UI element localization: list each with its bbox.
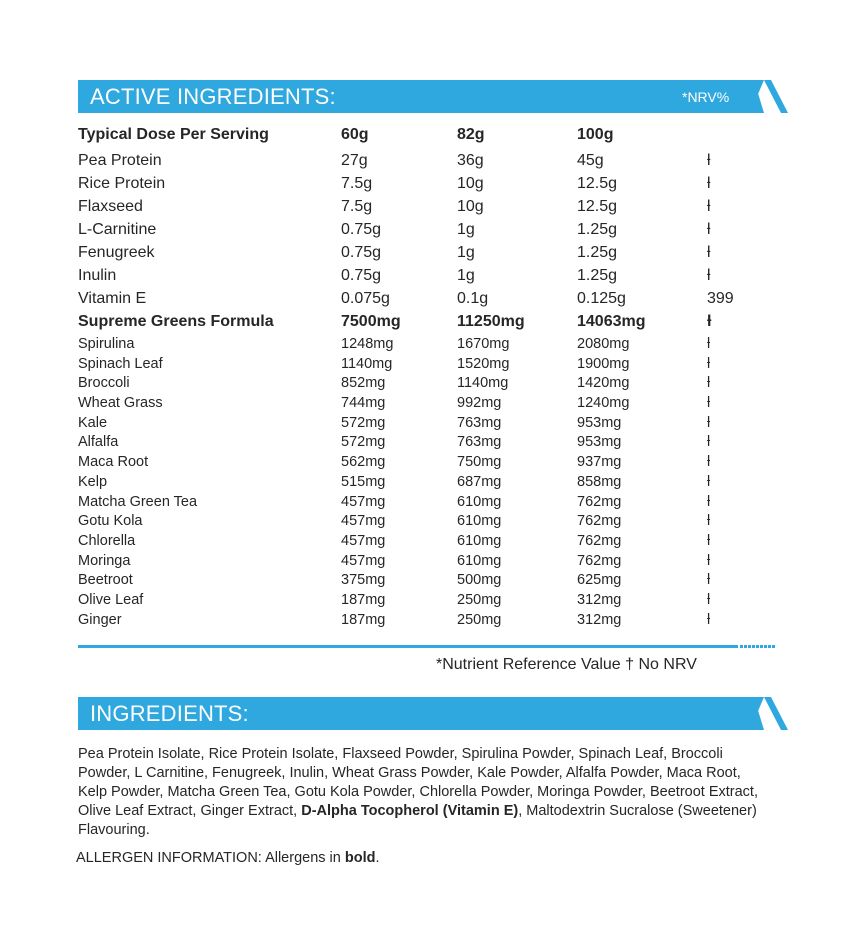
table-row	[78, 533, 767, 553]
dose-100g: 1420mg	[577, 375, 630, 392]
nrv-value: ƚ	[707, 552, 711, 569]
dotted-rule-end	[740, 645, 776, 648]
ingredient-name: Moringa	[78, 552, 131, 569]
nrv-footnote: *Nutrient Reference Value † No NRV	[436, 656, 697, 673]
dose-100g: 312mg	[577, 611, 622, 628]
ingredient-name: Ginger	[78, 611, 122, 628]
table-row	[78, 356, 767, 376]
dose-82g: 1670mg	[457, 336, 510, 352]
dose-82g: 1520mg	[457, 355, 510, 372]
table-row	[78, 244, 767, 267]
ingredients-text-part: Pea Protein Isolate, Rice Protein Isolate, Flaxseed Powder, Spirulina Powder, Spinach Leaf, Broccoli Powder, L Carnitine, Fenugreek, Inulin, Wheat Grass Powder, Kale Powder, Alfalfa Powder, Maca Root, Kelp Powder, Matcha Green Tea, Gotu Kola Powder, Chlorella Powder, Moringa Powder, Beetroot Extract, Olive Leaf Extract, Ginger Extract,	[78, 746, 758, 819]
dose-60g: 744mg	[341, 395, 386, 412]
dose-82g: 992mg	[457, 395, 502, 412]
dose-60g: 457mg	[341, 552, 386, 569]
dose-60g: 1140mg	[341, 355, 393, 372]
dose-60g: 0.75g	[341, 267, 382, 284]
table-row	[78, 415, 767, 435]
dose-60g: 0.075g	[341, 290, 390, 307]
dose-100g: 2080mg	[577, 336, 630, 352]
dose-100g: 1.25g	[577, 244, 618, 261]
dose-60g: 27g	[341, 152, 368, 169]
dose-100g: 937mg	[577, 454, 622, 471]
dose-82g: 610mg	[457, 532, 502, 549]
ingredient-name: Kelp	[78, 473, 108, 490]
dose-82g: 1g	[457, 221, 475, 238]
allergen-bold-text: D-Alpha Tocopherol (Vitamin E)	[301, 803, 519, 819]
table-row	[78, 572, 767, 592]
table-row	[78, 152, 767, 175]
dose-60g: 375mg	[341, 572, 386, 589]
ingredient-name: Supreme Greens Formula	[78, 313, 274, 330]
ingredient-name: Wheat Grass	[78, 395, 163, 412]
dose-60g: 0.75g	[341, 244, 382, 261]
nrv-value: ƚ	[707, 395, 711, 412]
dose-100g: 312mg	[577, 591, 622, 608]
nrv-value: ƚ	[707, 414, 711, 431]
dose-100g: 762mg	[577, 552, 622, 569]
ingredient-name: Pea Protein	[78, 152, 162, 169]
nrv-value: ƚ	[707, 221, 711, 238]
table-header-row	[78, 124, 767, 152]
dose-60g: 7500mg	[341, 313, 401, 330]
nrv-value: ƚ	[707, 375, 711, 392]
ingredient-name: Spirulina	[78, 336, 135, 352]
ingredients-text-part: , Maltodextrin Sucralose (Sweetener) Flavouring.	[78, 803, 757, 838]
ingredient-name: Gotu Kola	[78, 513, 143, 530]
dose-100g: 858mg	[577, 473, 622, 490]
nrv-value: ƚ	[707, 175, 711, 192]
table-row	[78, 267, 767, 290]
dose-82g: 763mg	[457, 414, 502, 431]
dose-82g: 250mg	[457, 591, 502, 608]
ingredients-title: INGREDIENTS:	[90, 701, 249, 726]
dose-100g: 1.25g	[577, 221, 618, 238]
nrv-value: ƚ	[707, 532, 711, 549]
ingredient-name: Beetroot	[78, 572, 133, 589]
dose-60g: 7.5g	[341, 175, 373, 192]
table-bottom-rule	[78, 645, 738, 648]
dose-100g: 762mg	[577, 513, 622, 530]
table-row	[78, 175, 767, 198]
dose-60g: 562mg	[341, 454, 386, 471]
dose-100g: 762mg	[577, 532, 622, 549]
dose-82g: 250mg	[457, 611, 502, 628]
dose-82g: 36g	[457, 152, 484, 169]
dose-60g: 515mg	[341, 473, 386, 490]
dose-60g: 572mg	[341, 434, 386, 451]
allergen-information	[76, 850, 380, 866]
dose-100g: 1900mg	[577, 355, 630, 372]
dose-60g: 457mg	[341, 493, 386, 510]
table-row	[78, 395, 767, 415]
table-row	[78, 513, 767, 533]
dose-60g: 1248mg	[341, 336, 394, 352]
dose-100g: 625mg	[577, 572, 622, 589]
dose-82g: 687mg	[457, 473, 502, 490]
dose-82g: 11250mg	[457, 313, 525, 330]
dose-82g: 610mg	[457, 513, 502, 530]
dose-100g: 12.5g	[577, 198, 618, 215]
ingredient-name: Vitamin E	[78, 290, 147, 307]
dose-82g: 0.1g	[457, 290, 489, 307]
ingredient-name: L-Carnitine	[78, 221, 157, 238]
nrv-value: ƚ	[707, 454, 711, 471]
table-row	[78, 494, 767, 514]
allergen-bold-word: bold	[344, 850, 376, 866]
ingredients-table	[78, 124, 767, 631]
ingredient-name: Alfalfa	[78, 434, 119, 451]
dose-100g: 0.125g	[577, 290, 626, 307]
nrv-value: ƚ	[707, 267, 711, 284]
allergen-suffix: .	[375, 850, 380, 866]
table-row	[78, 553, 767, 573]
nrv-value: ƚ	[707, 473, 711, 490]
header-dose-label: Typical Dose Per Serving	[78, 126, 269, 143]
ingredients-list-text	[78, 745, 758, 840]
nrv-value: ƚ	[707, 198, 711, 215]
dose-60g: 852mg	[341, 375, 386, 392]
nrv-value: ƚ	[707, 572, 711, 589]
dose-82g: 1g	[457, 244, 475, 261]
table-row	[78, 290, 767, 313]
dose-100g: 1.25g	[577, 267, 618, 284]
dose-100g: 1240mg	[577, 395, 630, 412]
dose-82g: 750mg	[457, 454, 502, 471]
ingredient-name: Matcha Green Tea	[78, 493, 198, 510]
nrv-value: ƚ	[707, 513, 711, 530]
table-row	[78, 221, 767, 244]
dose-100g: 14063mg	[577, 313, 646, 330]
allergen-prefix: ALLERGEN INFORMATION: Allergens in	[76, 850, 345, 866]
dose-82g: 1140mg	[457, 375, 509, 392]
dose-82g: 500mg	[457, 572, 502, 589]
table-row	[78, 474, 767, 494]
dose-100g: 45g	[577, 152, 604, 169]
dose-60g: 7.5g	[341, 198, 373, 215]
dose-100g: 762mg	[577, 493, 622, 510]
nrv-value: 399	[707, 290, 734, 307]
dose-60g: 187mg	[341, 611, 386, 628]
dose-82g: 1g	[457, 267, 475, 284]
nrv-column-label: *NRV%	[682, 89, 730, 105]
active-ingredients-banner	[78, 80, 790, 113]
dose-100g: 953mg	[577, 414, 622, 431]
table-row	[78, 434, 767, 454]
ingredient-name: Kale	[78, 414, 108, 431]
ingredient-name: Fenugreek	[78, 244, 155, 261]
ingredient-name: Olive Leaf	[78, 591, 144, 608]
dose-82g: 610mg	[457, 493, 502, 510]
table-row	[78, 592, 767, 612]
dose-82g: 10g	[457, 175, 484, 192]
ingredient-name: Chlorella	[78, 532, 136, 549]
table-row	[78, 454, 767, 474]
dose-60g: 457mg	[341, 532, 386, 549]
ingredient-name: Spinach Leaf	[78, 355, 163, 372]
dose-100g: 12.5g	[577, 175, 618, 192]
ingredient-name: Maca Root	[78, 454, 149, 471]
dose-60g: 457mg	[341, 513, 386, 530]
nrv-value: ƚ	[707, 493, 711, 510]
banner-slash-decoration	[764, 80, 788, 113]
table-row	[78, 313, 767, 336]
nrv-value: ƚ	[707, 244, 711, 261]
banner-slash-decoration	[764, 697, 788, 730]
nrv-value: ƚ	[707, 355, 711, 372]
header-nrv	[707, 124, 767, 152]
table-row	[78, 198, 767, 221]
header-100g: 100g	[577, 126, 614, 143]
table-row	[78, 612, 767, 632]
nrv-value: ƚ	[707, 591, 711, 608]
table-row	[78, 336, 767, 356]
header-82g: 82g	[457, 126, 485, 143]
table-row	[78, 375, 767, 395]
nrv-value: ƚ	[707, 611, 711, 628]
nrv-value: ƚ	[707, 152, 711, 169]
nrv-value: ƚ	[707, 336, 711, 352]
dose-82g: 10g	[457, 198, 484, 215]
dose-82g: 763mg	[457, 434, 502, 451]
dose-100g: 953mg	[577, 434, 622, 451]
ingredients-banner	[78, 697, 790, 730]
header-60g: 60g	[341, 126, 369, 143]
dose-60g: 187mg	[341, 591, 386, 608]
nrv-value: ƚ	[707, 434, 711, 451]
nrv-value: ƚ	[707, 313, 712, 330]
ingredient-name: Broccoli	[78, 375, 130, 392]
dose-82g: 610mg	[457, 552, 502, 569]
ingredient-name: Inulin	[78, 267, 117, 284]
dose-60g: 0.75g	[341, 221, 382, 238]
active-ingredients-title: ACTIVE INGREDIENTS:	[90, 84, 336, 109]
dose-60g: 572mg	[341, 414, 386, 431]
ingredient-name: Rice Protein	[78, 175, 166, 192]
ingredient-name: Flaxseed	[78, 198, 143, 215]
